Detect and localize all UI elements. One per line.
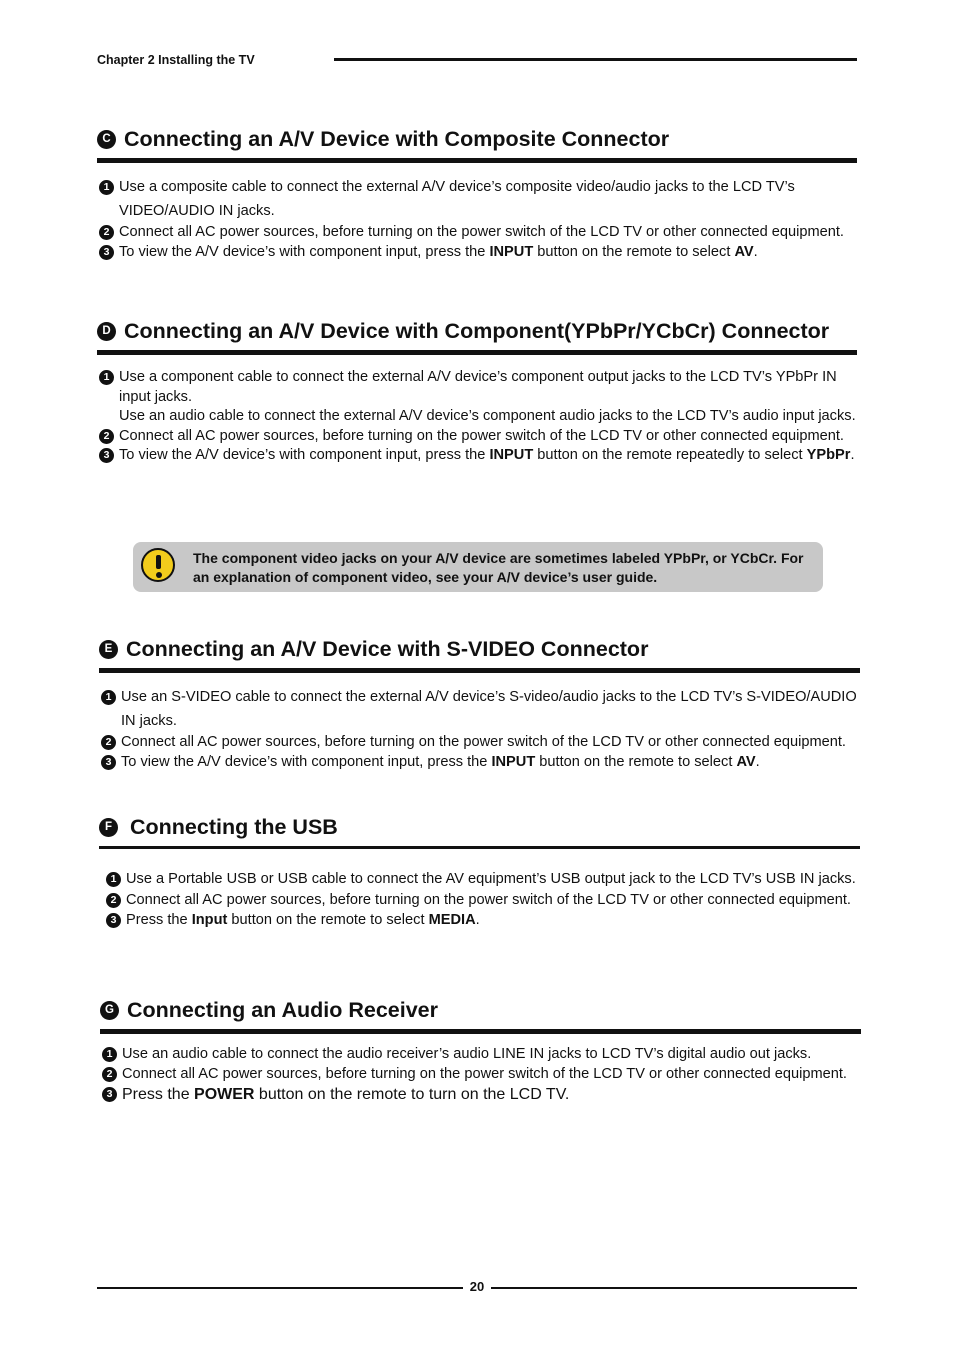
footer-rule-right: [491, 1287, 857, 1289]
section-title: Connecting the USB: [130, 815, 338, 839]
step-list: [100, 1045, 861, 1106]
step-number-badge: 3: [106, 913, 121, 928]
section-heading: [97, 126, 857, 152]
step-item: [104, 867, 860, 891]
step-item: [97, 243, 857, 263]
step-number-badge: 2: [99, 225, 114, 240]
section-heading: [97, 318, 857, 344]
step-number-badge: 3: [99, 245, 114, 260]
header-rule: [334, 58, 857, 61]
exclamation-icon: [141, 548, 175, 582]
section-title: Connecting an Audio Receiver: [127, 998, 439, 1022]
section-rule: [97, 158, 857, 163]
step-item: [104, 911, 860, 931]
section-svideo: [99, 636, 860, 772]
step-text: Connect all AC power sources, before turning on the power switch of the LCD TV or other connected equipment.: [126, 892, 851, 908]
step-number-badge: 3: [99, 448, 114, 463]
note-callout: [133, 542, 823, 592]
section-letter-badge: D: [97, 322, 116, 341]
step-number-badge: 1: [106, 872, 121, 887]
step-item: [100, 1065, 861, 1085]
section-letter-badge: F: [99, 818, 118, 837]
section-rule: [99, 668, 860, 673]
step-text: Press the POWER button on the remote to turn on the LCD TV.: [122, 1086, 570, 1103]
step-item: [97, 368, 857, 427]
step-text: Use a Portable USB or USB cable to connect the AV equipment’s USB output jack to the LCD TV’s USB IN jacks.: [126, 871, 856, 887]
section-composite: [97, 126, 857, 262]
section-rule: [99, 846, 860, 849]
section-heading: [99, 814, 860, 840]
note-text: The component video jacks on your A/V device are sometimes labeled YPbPr, or YCbCr. For an explanation of component video, see your A/V device’s user guide.: [193, 550, 804, 585]
step-item: [100, 1045, 861, 1065]
section-usb: [99, 814, 860, 930]
page-number: 20: [469, 1279, 485, 1294]
step-item: [100, 1084, 861, 1106]
step-list: [99, 685, 860, 772]
step-text: Use an S-VIDEO cable to connect the external A/V device’s S-video/audio jacks to the LCD TV’s S-VIDEO/AUDIO IN jacks.: [121, 689, 857, 729]
step-item: [97, 175, 857, 223]
step-number-badge: 3: [101, 755, 116, 770]
step-number-badge: 1: [99, 370, 114, 385]
step-text: To view the A/V device’s with component input, press the INPUT button on the remote to select AV.: [121, 753, 760, 770]
step-text: Connect all AC power sources, before turning on the power switch of the LCD TV or other connected equipment.: [119, 224, 844, 240]
step-item: [97, 446, 857, 466]
step-item: [104, 891, 860, 911]
step-list: [97, 368, 857, 466]
step-text: To view the A/V device’s with component input, press the INPUT button on the remote repeatedly to select YPbPr.: [119, 447, 855, 463]
step-text: Use an audio cable to connect the audio receiver’s audio LINE IN jacks to LCD TV’s digital audio out jacks.: [122, 1046, 812, 1062]
chapter-header: Chapter 2 Installing the TV: [97, 53, 255, 67]
step-text: Use an audio cable to connect the external A/V device’s component audio jacks to the LCD TV’s audio input jacks.: [119, 408, 856, 424]
section-rule: [97, 350, 857, 355]
step-item: [99, 685, 860, 733]
step-list: [97, 175, 857, 262]
step-number-badge: 3: [102, 1087, 117, 1102]
step-number-badge: 1: [101, 690, 116, 705]
step-text: Connect all AC power sources, before turning on the power switch of the LCD TV or other connected equipment.: [122, 1065, 847, 1082]
step-text: To view the A/V device’s with component input, press the INPUT button on the remote to select AV.: [119, 243, 758, 260]
step-item: [99, 753, 860, 773]
section-letter-badge: G: [100, 1001, 119, 1020]
section-component: [97, 318, 857, 466]
step-text: Connect all AC power sources, before turning on the power switch of the LCD TV or other connected equipment.: [121, 734, 846, 750]
section-title: Connecting an A/V Device with Component(YPbPr/YCbCr) Connector: [124, 319, 830, 343]
step-item: [97, 427, 857, 447]
section-heading: [100, 997, 861, 1023]
step-number-badge: 2: [101, 735, 116, 750]
step-number-badge: 2: [106, 893, 121, 908]
step-list: [99, 867, 860, 930]
section-rule: [100, 1029, 861, 1034]
section-title: Connecting an A/V Device with Composite Connector: [124, 127, 670, 151]
step-number-badge: 2: [102, 1067, 117, 1082]
section-letter-badge: E: [99, 640, 118, 659]
section-heading: [99, 636, 860, 662]
section-audio-receiver: [100, 997, 861, 1106]
step-item: [97, 223, 857, 243]
step-number-badge: 2: [99, 429, 114, 444]
step-item: [99, 733, 860, 753]
section-letter-badge: C: [97, 130, 116, 149]
step-number-badge: 1: [99, 180, 114, 195]
step-text: Connect all AC power sources, before turning on the power switch of the LCD TV or other connected equipment.: [119, 427, 844, 444]
step-number-badge: 1: [102, 1047, 117, 1062]
step-text: Use a component cable to connect the external A/V device’s component output jacks to the LCD TV’s YPbPr IN input jacks.: [119, 369, 837, 405]
section-title: Connecting an A/V Device with S-VIDEO Connector: [126, 637, 649, 661]
step-text: Use a composite cable to connect the external A/V device’s composite video/audio jacks to the LCD TV’s VIDEO/AUDIO IN jacks.: [119, 179, 795, 219]
footer-rule-left: [97, 1287, 463, 1289]
step-text: Press the Input button on the remote to select MEDIA.: [126, 911, 480, 928]
